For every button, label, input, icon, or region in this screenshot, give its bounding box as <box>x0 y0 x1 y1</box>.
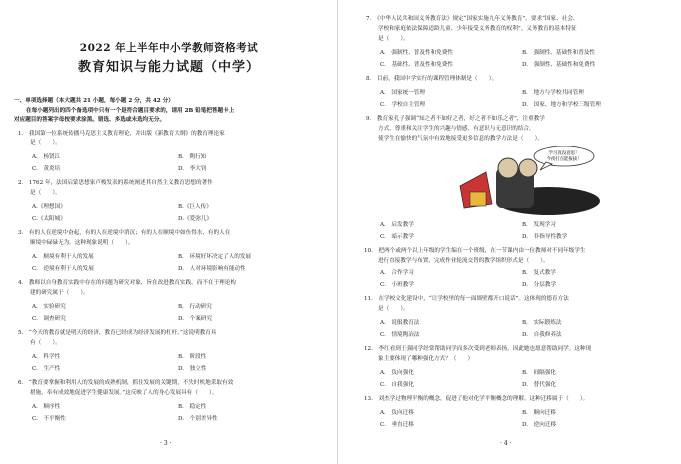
exam-subtitle: 教育知识与能力试题（中学） <box>77 60 260 75</box>
answer-option: A. 说服教育法 <box>380 320 420 326</box>
answer-option: B. 发现学习 <box>522 222 556 228</box>
question-text: 6. “教育要掌握和利用人的发展的成熟机制，抓住发展的关键期，不失时机地采取有效 <box>18 380 234 386</box>
question-text: 顺境中碌碌无为。这种现象说明（ ）。 <box>30 240 134 246</box>
answer-option: C. 垂直迁移 <box>380 422 414 428</box>
question-text: 建的研究属于（ ）。 <box>30 290 89 296</box>
question-text: 5. “今天的教育就是明天的经济，教育已经成为经济发展的杠杆。”这说明教育具 <box>18 330 217 336</box>
answer-option: C. 逆境有利于人的发展 <box>32 266 94 272</box>
instruction-line: 对应题目的答案字母按要求涂黑。错选、多选或未选均无分。 <box>14 117 166 123</box>
answer-option: C. 调查研究 <box>32 316 66 322</box>
answer-option: D. 个别差异性 <box>178 416 218 422</box>
answer-option: A. 国家统一管理 <box>380 90 425 96</box>
answer-option: A. 杨贤江 <box>32 154 61 160</box>
question-text: 方式，尊重和关注学生的兴趣与情感，有意识与无意识的结合， <box>378 126 535 132</box>
answer-option: B. 陶行知 <box>178 154 207 160</box>
question-text: 是（ ）。 <box>30 140 61 146</box>
answer-option: B.《巨人传》 <box>178 204 212 210</box>
speech-bubble <box>534 146 594 166</box>
answer-option: D. 逆向迁移 <box>522 422 557 428</box>
answer-option: D.《爱弥儿》 <box>178 216 213 222</box>
answer-option: D. 替代强化 <box>522 382 557 388</box>
answer-option: A. 顺境有利于人的发展 <box>32 254 94 260</box>
student-head <box>498 158 518 178</box>
book-stack <box>470 192 486 206</box>
answer-option: B. 行动研究 <box>178 304 212 310</box>
question-text: 13. 刘杰学过物理平衡的概念，促进了他对化学平衡概念的理解。这种迁移属于（ ）。 <box>364 396 589 402</box>
answer-option: D. 人对环境影响有能动性 <box>178 266 246 272</box>
question-text: 学校和家庭依法保障适龄儿童、少年接受义务教育的权利”。义务教育的基本特征 <box>378 26 577 32</box>
question-text: 10. 把两个或两个以上年级的学生编在一个班级，在一节课内由一位教师对不同年级学生 <box>364 248 586 254</box>
student-head <box>519 159 537 177</box>
question-text: 措施，奉有成效地促进学生健康发展。”这反映了人的身心发展具有（ ）。 <box>30 390 218 396</box>
speech-text: 今夜打点能拔拔！ <box>546 157 582 162</box>
answer-option: B. 环境好坏决定了人的发展 <box>178 254 252 260</box>
answer-option: B. 顺向迁移 <box>522 410 556 416</box>
question-text: 是（ ）。 <box>378 36 409 42</box>
answer-option: D. 强制性、基础性和免费性 <box>522 62 596 68</box>
answer-option: B. 地方与学校共同管理 <box>522 90 584 96</box>
question-text: 是（ ）。 <box>30 190 61 196</box>
answer-option: C. 学校自主管理 <box>380 102 426 108</box>
exam-page-3 <box>0 0 338 464</box>
answer-option: A. 负向强化 <box>380 370 414 376</box>
question-text: 象主要体现了哪种强化方式？（ ） <box>378 356 474 362</box>
exam-page-4 <box>340 0 681 464</box>
answer-option: D. 个案研究 <box>178 316 213 322</box>
question-text: 9. 教育家孔子强调“知之者不如好之者，好之者不如乐之者”，注重教学 <box>366 116 545 122</box>
answer-option: A. 顺序性 <box>32 404 61 410</box>
question-text: 3. 有的人在逆境中奋起，有的人在逆境中消沉；有的人在顺境中如鱼得水，有的人在 <box>18 230 231 236</box>
question-text: 是（ ）。 <box>378 306 409 312</box>
question-text: 有（ ）。 <box>30 340 61 346</box>
answer-option: B. 强制性、基础性和普及性 <box>522 50 596 56</box>
answer-option: C. 黄炎培 <box>32 166 61 172</box>
instruction-line: 在每小题列出的四个备选项中只有一个是符合题目要求的，请用 2B 铅笔把答题卡上 <box>26 108 235 114</box>
answer-option: C. 生产性 <box>32 366 61 372</box>
answer-option: B. 实际锻炼法 <box>522 320 562 326</box>
answer-option: A. 启发教学 <box>380 222 414 228</box>
answer-option: D. 国家、地方和学校三级管理 <box>522 102 601 108</box>
answer-option: C. 小班教学 <box>380 282 414 288</box>
answer-option: A.《理想国》 <box>32 204 66 210</box>
answer-option: B. 阶段性 <box>178 354 207 360</box>
page-number: · 4 · <box>500 440 512 447</box>
answer-option: B. 间隔强化 <box>522 370 556 376</box>
speech-bubble-tail <box>540 162 552 170</box>
question-text: 进行直接教学与布置、完成作业轮流交替的教学组织形式是（ ）。 <box>378 258 549 264</box>
answer-option: D. 非指导性教学 <box>522 234 568 240</box>
question-text: 7. 《中华人民共和国义务教育法》规定“国家实施九年义务教育”，要求“国家、社会、 <box>366 16 579 22</box>
section-header: 一、单项选择题（本大题共 21 小题，每小题 2 分，共 42 分） <box>14 98 174 104</box>
answer-option: C.《太阳城》 <box>32 216 66 222</box>
page-number: · 3 · <box>160 440 172 447</box>
question-text: 2. 1762 年，法国启蒙思想家卢梭发表的系统阐述其自然主义教育思想的著作 <box>18 180 213 186</box>
answer-option: B. 稳定性 <box>178 404 207 410</box>
question-text: 12. 李红看到王强同学经常帮助同学而多次受到老师表扬，因此她也愿意帮助同学。这种现 <box>364 346 592 352</box>
answer-option: C. 自我强化 <box>380 382 414 388</box>
answer-option: A. 合作学习 <box>380 270 414 276</box>
answer-option: B. 复式教学 <box>522 270 556 276</box>
answer-option: D. 自我修养法 <box>522 332 562 338</box>
answer-option: C. 不平衡性 <box>32 416 66 422</box>
answer-option: A. 实验研究 <box>32 304 66 310</box>
answer-option: D. 独立性 <box>178 366 207 372</box>
answer-option: C. 基础性、普及性和免费性 <box>380 62 453 68</box>
question-text: 11. 在学校文化建设中，“让学校里的每一面墙壁都开口说话”。这体现的德育方法 <box>364 296 569 302</box>
exam-title: 2022 年上半年中小学教师资格考试 <box>79 42 259 54</box>
answer-option: A. 负向迁移 <box>380 410 414 416</box>
speech-text: 学习真没意思！ <box>548 151 580 156</box>
answer-option: C. 暗示教学 <box>380 234 414 240</box>
answer-option: C. 情境陶冶法 <box>380 332 420 338</box>
question-text: 4. 教师以自身教育实践中存在的问题为研究对象，旨在改进教育实践，而不在于理论构 <box>18 280 236 286</box>
question-text: 1. 我国第一位系统传播马克思主义教育理论，并出版《新教育大纲》的教育理论家 <box>18 131 225 137</box>
question-text: 使学生在愉快的气氛中有效地接受更多信息的教学方法是（ ）。 <box>378 136 544 142</box>
classroom-cartoon-illustration <box>450 146 600 220</box>
answer-option: D. 李大钊 <box>178 166 207 172</box>
answer-option: A. 强制性、普及性和免费性 <box>380 50 453 56</box>
answer-option: A. 科学性 <box>32 354 61 360</box>
answer-option: D. 分层教学 <box>522 282 557 288</box>
question-text: 8. 目前，我国中学实行的课程管理体制是（ ）。 <box>366 76 498 82</box>
